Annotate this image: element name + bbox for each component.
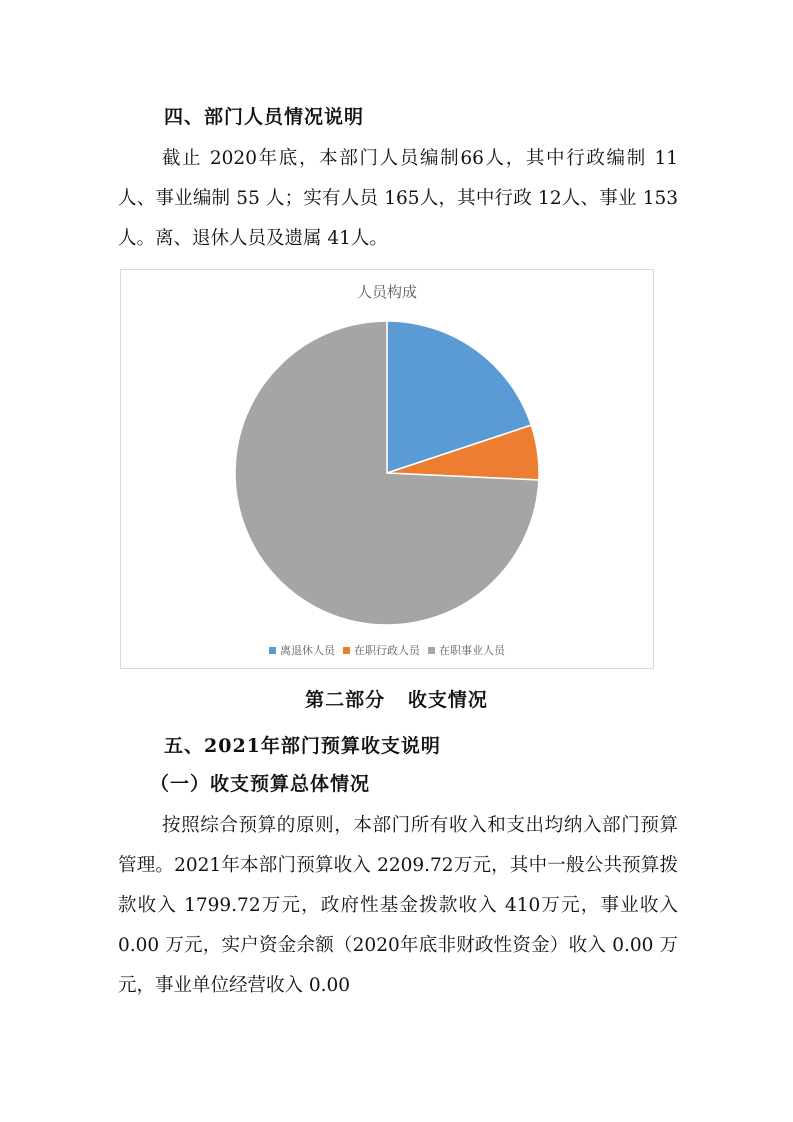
legend-label: 在职行政人员	[354, 644, 420, 657]
legend-swatch	[343, 647, 350, 654]
legend-item-2	[343, 642, 420, 658]
section5-paragraph: 按照综合预算的原则，本部门所有收入和支出均纳入部门预算管理。2021年本部门预算收入 2209.72万元，其中一般公共预算拨款收入 1799.72万元，政府性基金拨款收入 410万元，事业收入 0.00 万元，实户资金余额（2020年底非财政性资金）收入 0.00 万元，事业单位经营收入 0.00	[118, 815, 678, 996]
legend-item-1	[269, 642, 335, 658]
part2-title: 第二部分 收支情况	[305, 689, 488, 711]
legend-label: 在职事业人员	[439, 644, 505, 657]
section4-heading: 四、部门人员情况说明	[164, 106, 365, 128]
section4-paragraph: 截止 2020年底，本部门人员编制66人，其中行政编制 11 人、事业编制 55 人；实有人员 165人，其中行政 12人、事业 153人。离、退休人员及遗属 41人。	[118, 148, 678, 249]
chart-legend	[121, 642, 653, 658]
legend-swatch	[269, 647, 276, 654]
pie-chart-svg	[121, 270, 653, 668]
section5-subheading: （一）收支预算总体情况	[150, 773, 371, 795]
legend-swatch	[428, 647, 435, 654]
pie-chart	[120, 269, 654, 669]
section5-heading: 五、2021年部门预算收支说明	[164, 735, 441, 757]
legend-item-3	[428, 642, 505, 658]
chart-title: 人员构成	[356, 283, 417, 301]
legend-label: 离退休人员	[280, 644, 335, 657]
